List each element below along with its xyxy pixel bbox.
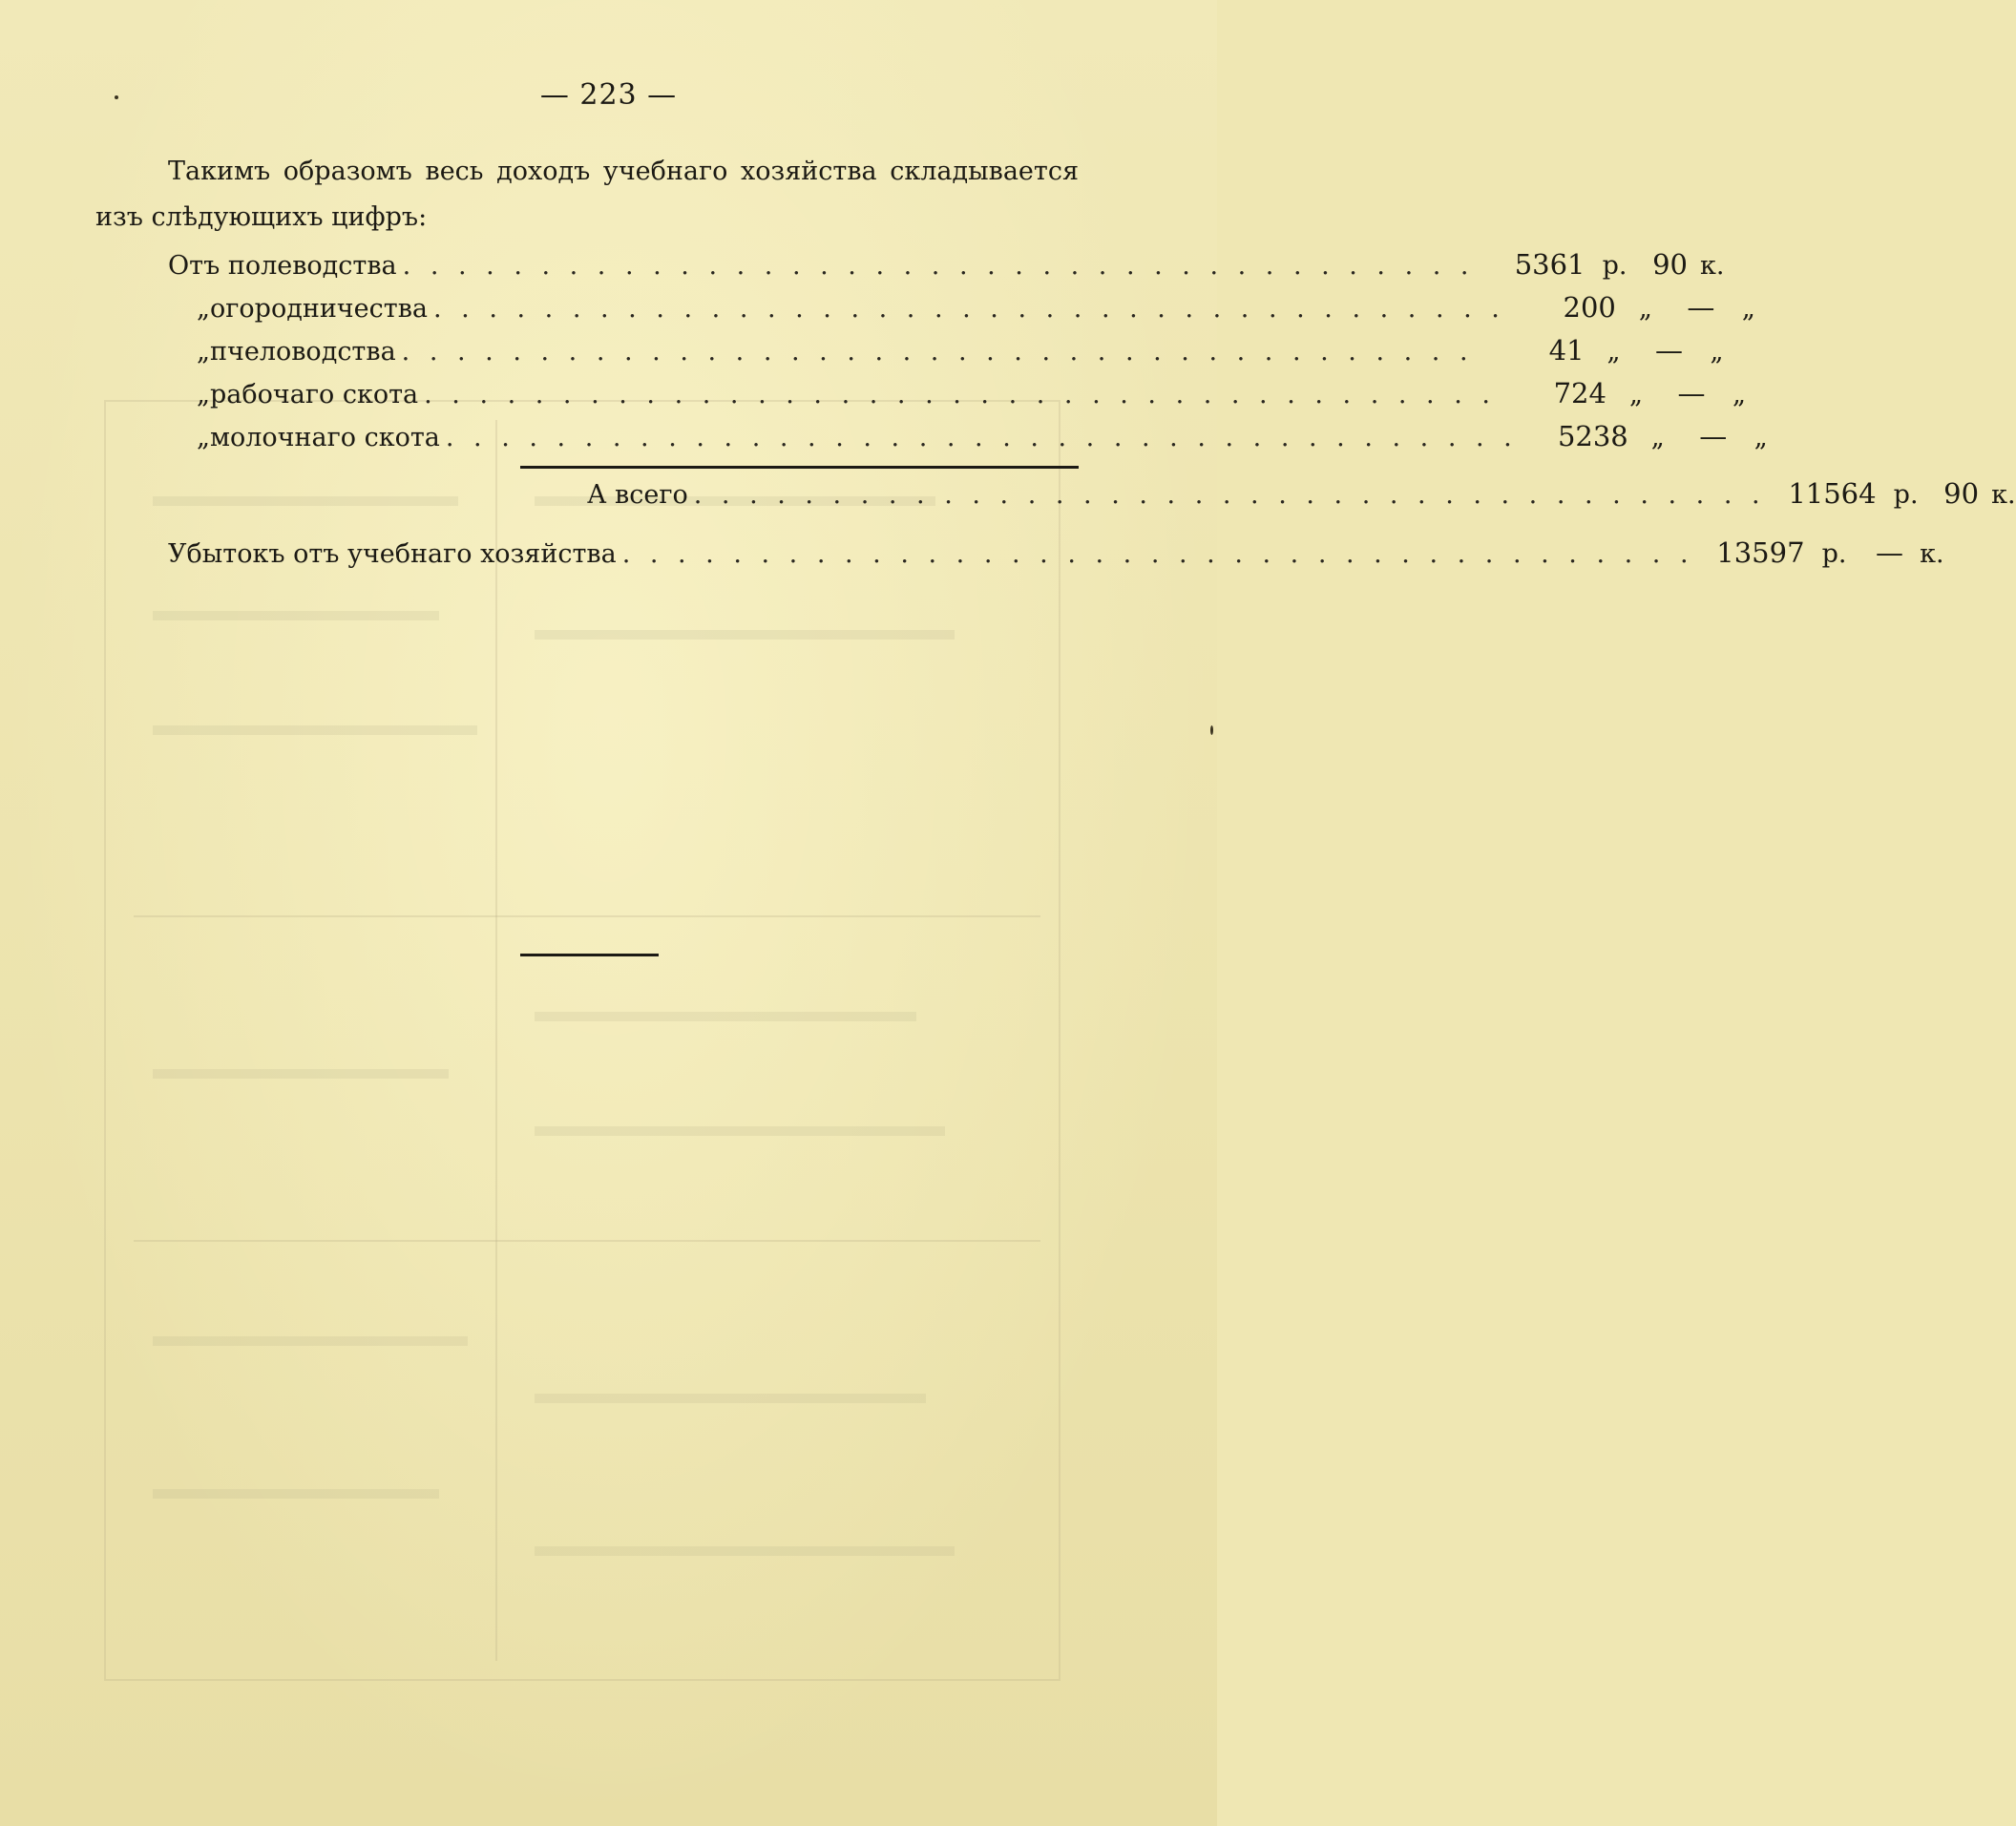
dot-leader: . . . . . . . . . . . . . . . . . . . . . . . . . . . . . . . . . . . . . . . <box>445 423 1518 452</box>
ink-speck <box>1210 725 1213 735</box>
row-unit-rubles: „ <box>1638 294 1652 324</box>
row-kopeks: — <box>1677 377 1706 409</box>
loss-unit-rubles: р. <box>1821 539 1847 569</box>
row-label: огородничества <box>210 294 428 324</box>
sum-rule <box>520 466 1079 469</box>
dot-leader: . . . . . . . . . . . . . . . . . . . . . . . . . . . . . . . . . . . . . . . <box>433 294 1505 324</box>
row-unit-rubles: „ <box>1628 380 1643 409</box>
ditto-mark: „ <box>197 423 210 452</box>
row-amount: 5238 <box>1557 420 1628 452</box>
row-kopeks: — <box>1655 334 1684 367</box>
row-unit-kopeks: „ <box>1732 380 1746 409</box>
income-row-dairy-cattle <box>197 420 1768 458</box>
row-label: пчеловодства <box>210 337 396 367</box>
total-unit-rubles: р. <box>1893 480 1919 510</box>
loss-amount: 13597 <box>1716 536 1805 569</box>
intro-line-1: Такимъ образомъ весь доходъ учебнаго хозяйства складывается <box>168 157 1079 186</box>
intro-paragraph <box>95 149 1079 241</box>
row-kopeks: 90 <box>1652 248 1688 281</box>
income-row-beekeeping <box>197 334 1724 372</box>
row-label: Отъ полеводства <box>168 251 397 281</box>
page-number: — 223 — <box>539 78 678 112</box>
ditto-mark: „ <box>197 337 210 367</box>
row-amount: 724 <box>1553 377 1606 409</box>
dot-leader: . . . . . . . . . . . . . . . . . . . . . . . . . . . . . . . . . . . . . . . <box>424 380 1496 409</box>
loss-kopeks: — <box>1876 536 1904 569</box>
intro-line-2: изъ слѣдующихъ цифръ: <box>95 202 428 232</box>
total-unit-kopeks: к. <box>1991 480 2016 510</box>
dot-leader: . . . . . . . . . . . . . . . . . . . . . . . . . . . . . . . . . . . . . . . <box>693 480 1766 510</box>
dot-leader: . . . . . . . . . . . . . . . . . . . . . . . . . . . . . . . . . . . . . . . <box>402 251 1475 281</box>
total-amount: 11564 <box>1788 477 1877 510</box>
dot-leader: . . . . . . . . . . . . . . . . . . . . . . . . . . . . . . . . . . . . . . . <box>621 539 1694 569</box>
loss-label: Убытокъ отъ учебнаго хозяйства <box>168 539 617 569</box>
row-kopeks: — <box>1687 291 1715 324</box>
row-amount: 200 <box>1563 291 1616 324</box>
row-label: рабочаго скота <box>210 380 419 409</box>
row-amount: 5361 <box>1514 248 1586 281</box>
total-label: А всего <box>587 480 688 510</box>
total-row <box>587 477 2016 515</box>
loss-row <box>168 536 1944 575</box>
row-unit-kopeks: „ <box>1754 423 1768 452</box>
row-amount: 41 <box>1548 334 1585 367</box>
row-kopeks: — <box>1699 420 1728 452</box>
income-row-draft-cattle <box>197 377 1746 415</box>
ditto-mark: „ <box>197 380 210 409</box>
row-unit-rubles: „ <box>1606 337 1621 367</box>
dot-leader: . . . . . . . . . . . . . . . . . . . . . . . . . . . . . . . . . . . . . . . <box>401 337 1474 367</box>
ditto-mark: „ <box>197 294 210 324</box>
row-unit-kopeks: „ <box>1741 294 1755 324</box>
income-row-gardening <box>197 291 1755 329</box>
row-unit-rubles: р. <box>1602 251 1628 281</box>
total-kopeks: 90 <box>1943 477 1980 510</box>
income-row-field-farming <box>168 248 1725 286</box>
row-label: молочнаго скота <box>210 423 440 452</box>
row-unit-kopeks: к. <box>1700 251 1725 281</box>
row-unit-kopeks: „ <box>1710 337 1724 367</box>
row-unit-rubles: „ <box>1650 423 1665 452</box>
loss-unit-kopeks: к. <box>1920 539 1944 569</box>
section-end-rule <box>520 954 659 956</box>
